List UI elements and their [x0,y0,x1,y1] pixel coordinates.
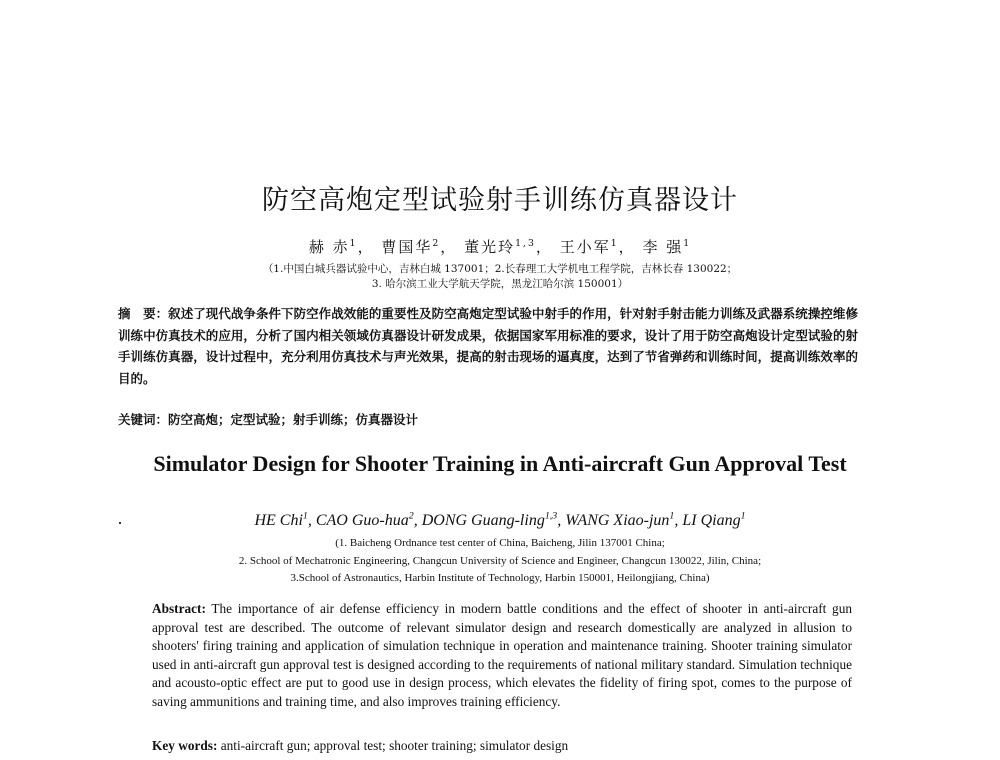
english-abstract-text: The importance of air defense efficiency in modern battle conditions and the effect of shooter in anti-aircraft gun approval test are described. The outcome of relevant simulator design and research domestically are analyzed in allusion to shooters' firing training and application of simulation technique in operation and maintenance training. Shooter training simulator used in anti-aircraft gun approval test is designed according to the requirements of national military standard. Simulation technique and acousto-optic effect are put to good use in design process, which elevates the fidelity of firing spot, comes to the purpose of saving ammunitions and training time, and also improves training efficiency. [152,601,852,709]
english-keywords-label: Key words: [152,738,218,753]
chinese-abstract-label: 摘 要： [118,306,169,321]
author: 王小军$^1$， [559,238,636,256]
author: HE Chi$^1$, [254,511,316,530]
author: 赫 赤$^1$， [308,238,375,256]
chinese-keywords-label: 关键词： [118,412,169,427]
chinese-author-list [0,236,1000,257]
chinese-affiliation-line-2: 3. 哈尔滨工业大学航天学院，黑龙江哈尔滨 150001） [371,278,629,290]
author: 李 强$^1$ [642,238,692,256]
author: 董光玲$^{1,3}$， [464,238,553,256]
english-affiliation-2: 2. School of Mechatronic Engineering, Changcun University of Science and Engineer, Changcun 130022, Jilin, China; [238,555,762,567]
english-keywords [152,738,852,754]
chinese-abstract [118,303,858,389]
chinese-affiliation-line-1: （1.中国白城兵器试验中心，吉林白城 137001；2.长春理工大学机电工程学院，吉林长春 130022； [262,263,738,275]
chinese-title: 防空高炮定型试验射手训练仿真器设计 [262,185,738,216]
author: DONG Guang-ling$^{1,3}$, [421,511,566,530]
chinese-keywords [118,410,858,428]
english-abstract-label: Abstract: [152,601,206,616]
english-affiliation-1: (1. Baicheng Ordnance test center of China, Baicheng, Jilin 137001 China; [335,537,665,549]
english-affiliation-3: 3.School of Astronautics, Harbin Institute of Technology, Harbin 150001, Heilongjiang, China) [290,572,710,584]
english-author-list [0,511,1000,530]
author: WANG Xiao-jun$^1$, [565,511,683,530]
chinese-abstract-text: 叙述了现代战争条件下防空作战效能的重要性及防空高炮定型试验中射手的作用，针对射手射击能力训练及武器系统操控维修训练中仿真技术的应用，分析了国内相关领域仿真器设计研发成果，依据国家军用标准的要求，设计了用于防空高炮设计定型试验的射手训练仿真器，设计过程中，充分利用仿真技术与声光效果，提高的射击现场的逼真度，达到了节省弹药和训练时间，提高训练效率的目的。 [118,306,858,386]
english-abstract [152,600,852,711]
author: LI Qiang$^1$ [682,511,746,530]
english-keywords-text: anti-aircraft gun; approval test; shooter training; simulator design [220,738,569,753]
english-title: Simulator Design for Shooter Training in Anti-aircraft Gun Approval Test [153,451,847,476]
author: CAO Guo-hua$^2$, [315,511,422,530]
chinese-keywords-text: 防空高炮；定型试验；射手训练；仿真器设计 [168,412,419,427]
scan-speck [119,522,121,524]
author: 曹国华$^2$， [381,238,458,256]
